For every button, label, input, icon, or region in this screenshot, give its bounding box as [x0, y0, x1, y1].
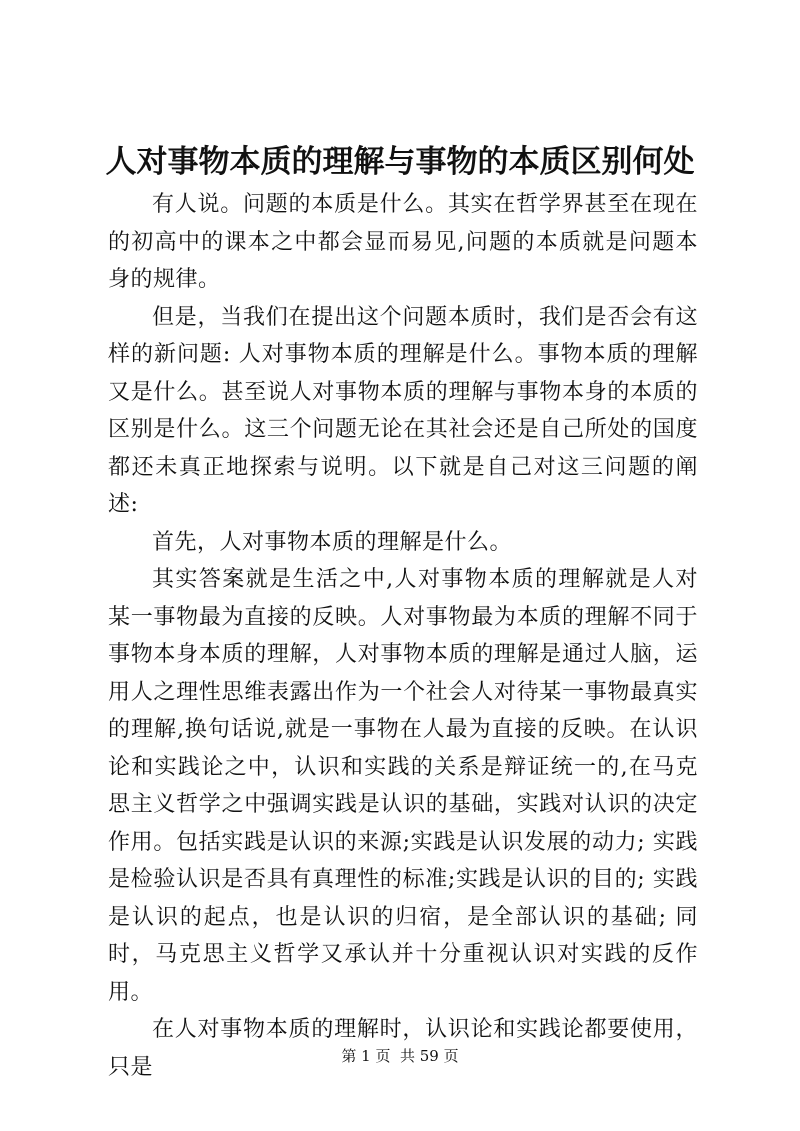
paragraph-1: 有人说。问题的本质是什么。其实在哲学界甚至在现在的初高中的课本之中都会显而易见,问题的本质就是问题本身的规律。: [108, 192, 698, 292]
paragraph-2: 但是，当我们在提出这个问题本质时，我们是否会有这样的新问题: 人对事物本质的理解是什么。事物本质的理解又是什么。甚至说人对事物本质的理解与事物本身的本质的区别是什么。这三个问题无论在其社会还是自己所处的国度都还未真正地探索与说明。以下就是自己对这三问题的阐述:: [108, 304, 698, 517]
paragraph-5: 在人对事物本质的理解时，认识论和实践论都要使用，只是: [108, 1017, 698, 1080]
page-footer: [0, 1046, 800, 1066]
document-body: [108, 186, 698, 1086]
page-number-label: 第 1 页 共 59 页: [341, 1047, 459, 1065]
document-title: 人对事物本质的理解与事物的本质区别何处: [105, 144, 695, 180]
paragraph-3: 首先，人对事物本质的理解是什么。: [152, 529, 513, 555]
paragraph-4: 其实答案就是生活之中,人对事物本质的理解就是人对某一事物最为直接的反映。人对事物最为本质的理解不同于事物本身本质的理解，人对事物本质的理解是通过人脑，运用人之理性思维表露出作为一个社会人对待某一事物最真实的理解,换句话说,就是一事物在人最为直接的反映。在认识论和实践论之中，认识和实践的关系是辩证统一的,在马克思主义哲学之中强调实践是认识的基础，实践对认识的决定作用。包括实践是认识的来源;实践是认识发展的动力; 实践是检验认识是否具有真理性的标准;实践是认识的目的; 实践是认识的起点，也是认识的归宿，是全部认识的基础; 同时，马克思主义哲学又承认并十分重视认识对实践的反作用。: [108, 567, 698, 1005]
